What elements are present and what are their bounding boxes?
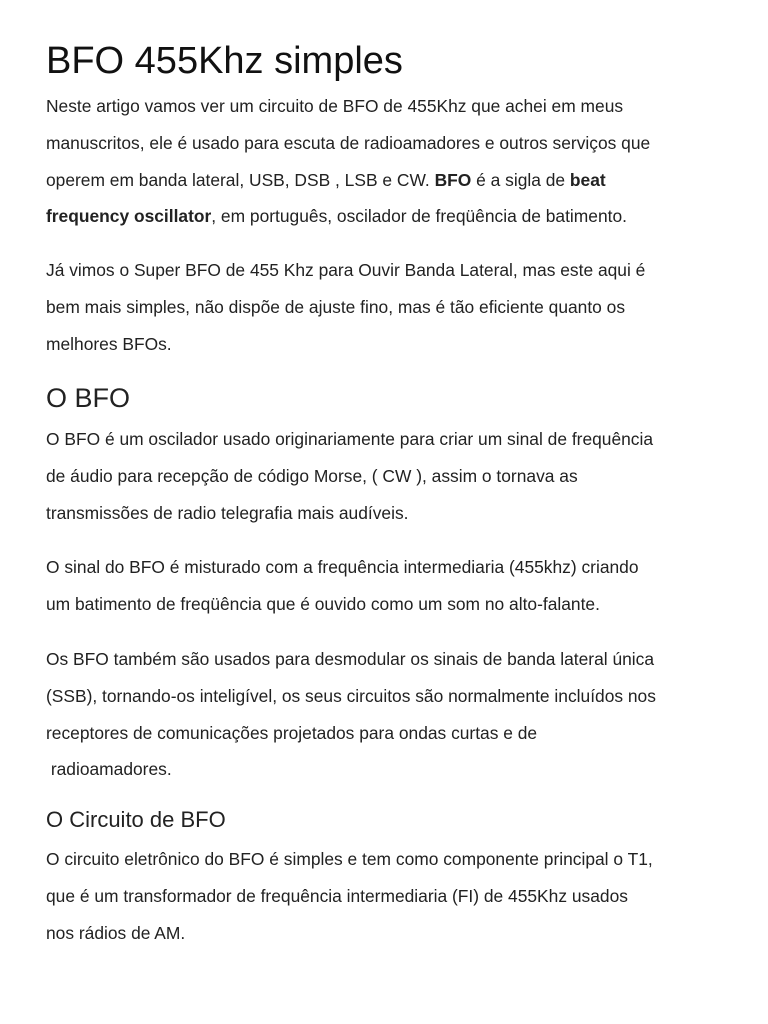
intro-line-3 bbox=[46, 162, 736, 199]
section1-paragraph-1 bbox=[46, 421, 736, 531]
s1p3-line-2: (SSB), tornando-os inteligível, os seus circuitos são normalmente incluídos nos bbox=[46, 685, 656, 706]
section1-paragraph-2 bbox=[46, 549, 736, 623]
second-paragraph bbox=[46, 252, 736, 362]
intro-line-3-text-a: operem em banda lateral, USB, DSB , LSB e CW. bbox=[46, 169, 435, 190]
section-heading-circuito: O Circuito de BFO bbox=[46, 807, 226, 832]
s2p1-line-3: nos rádios de AM. bbox=[46, 922, 186, 943]
para2-line-2: bem mais simples, não dispõe de ajuste fino, mas é tão eficiente quanto os bbox=[46, 296, 626, 317]
s1p3-line-1: Os BFO também são usados para desmodular os sinais de banda lateral única bbox=[46, 649, 655, 669]
para2-line-3: melhores BFOs. bbox=[46, 333, 172, 354]
beat-bold: beat bbox=[569, 169, 606, 190]
s1p3-line-3: receptores de comunicações projetados para ondas curtas e de bbox=[46, 722, 538, 743]
frequency-oscillator-bold: frequency oscillator bbox=[46, 206, 212, 227]
para2-line-1: Já vimos o Super BFO de 455 Khz para Ouvir Banda Lateral, mas este aqui é bbox=[46, 260, 646, 280]
intro-line-3-text-c: é a sigla de bbox=[471, 169, 570, 190]
intro-line-1: Neste artigo vamos ver um circuito de BFO de 455Khz que achei em meus bbox=[46, 96, 624, 116]
s1p1-line-1: O BFO é um oscilador usado originariamente para criar um sinal de frequência bbox=[46, 429, 654, 449]
s2p1-line-1: O circuito eletrônico do BFO é simples e tem como componente principal o T1, bbox=[46, 849, 653, 869]
s1p3-line-4: radioamadores. bbox=[46, 759, 172, 780]
section1-paragraph-3 bbox=[46, 641, 736, 788]
page-title: BFO 455Khz simples bbox=[46, 40, 403, 82]
s1p1-line-3: transmissões de radio telegrafia mais audíveis. bbox=[46, 502, 409, 523]
s2p1-line-2: que é um transformador de frequência intermediaria (FI) de 455Khz usados bbox=[46, 885, 628, 906]
intro-line-4 bbox=[46, 198, 736, 235]
intro-line-4-text-b: , em português, oscilador de freqüência de batimento. bbox=[211, 206, 627, 227]
s1p2-line-1: O sinal do BFO é misturado com a frequência intermediaria (455khz) criando bbox=[46, 557, 639, 577]
s1p2-line-2: um batimento de freqüência que é ouvido como um som no alto-falante. bbox=[46, 593, 600, 614]
bfo-bold: BFO bbox=[434, 169, 472, 190]
intro-paragraph bbox=[46, 88, 736, 235]
s1p1-line-2: de áudio para recepção de código Morse, ( CW ), assim o tornava as bbox=[46, 465, 578, 486]
intro-line-2: manuscritos, ele é usado para escuta de radioamadores e outros serviços que bbox=[46, 132, 651, 153]
section2-paragraph-1 bbox=[46, 841, 736, 951]
section-heading-o-bfo: O BFO bbox=[46, 383, 131, 413]
